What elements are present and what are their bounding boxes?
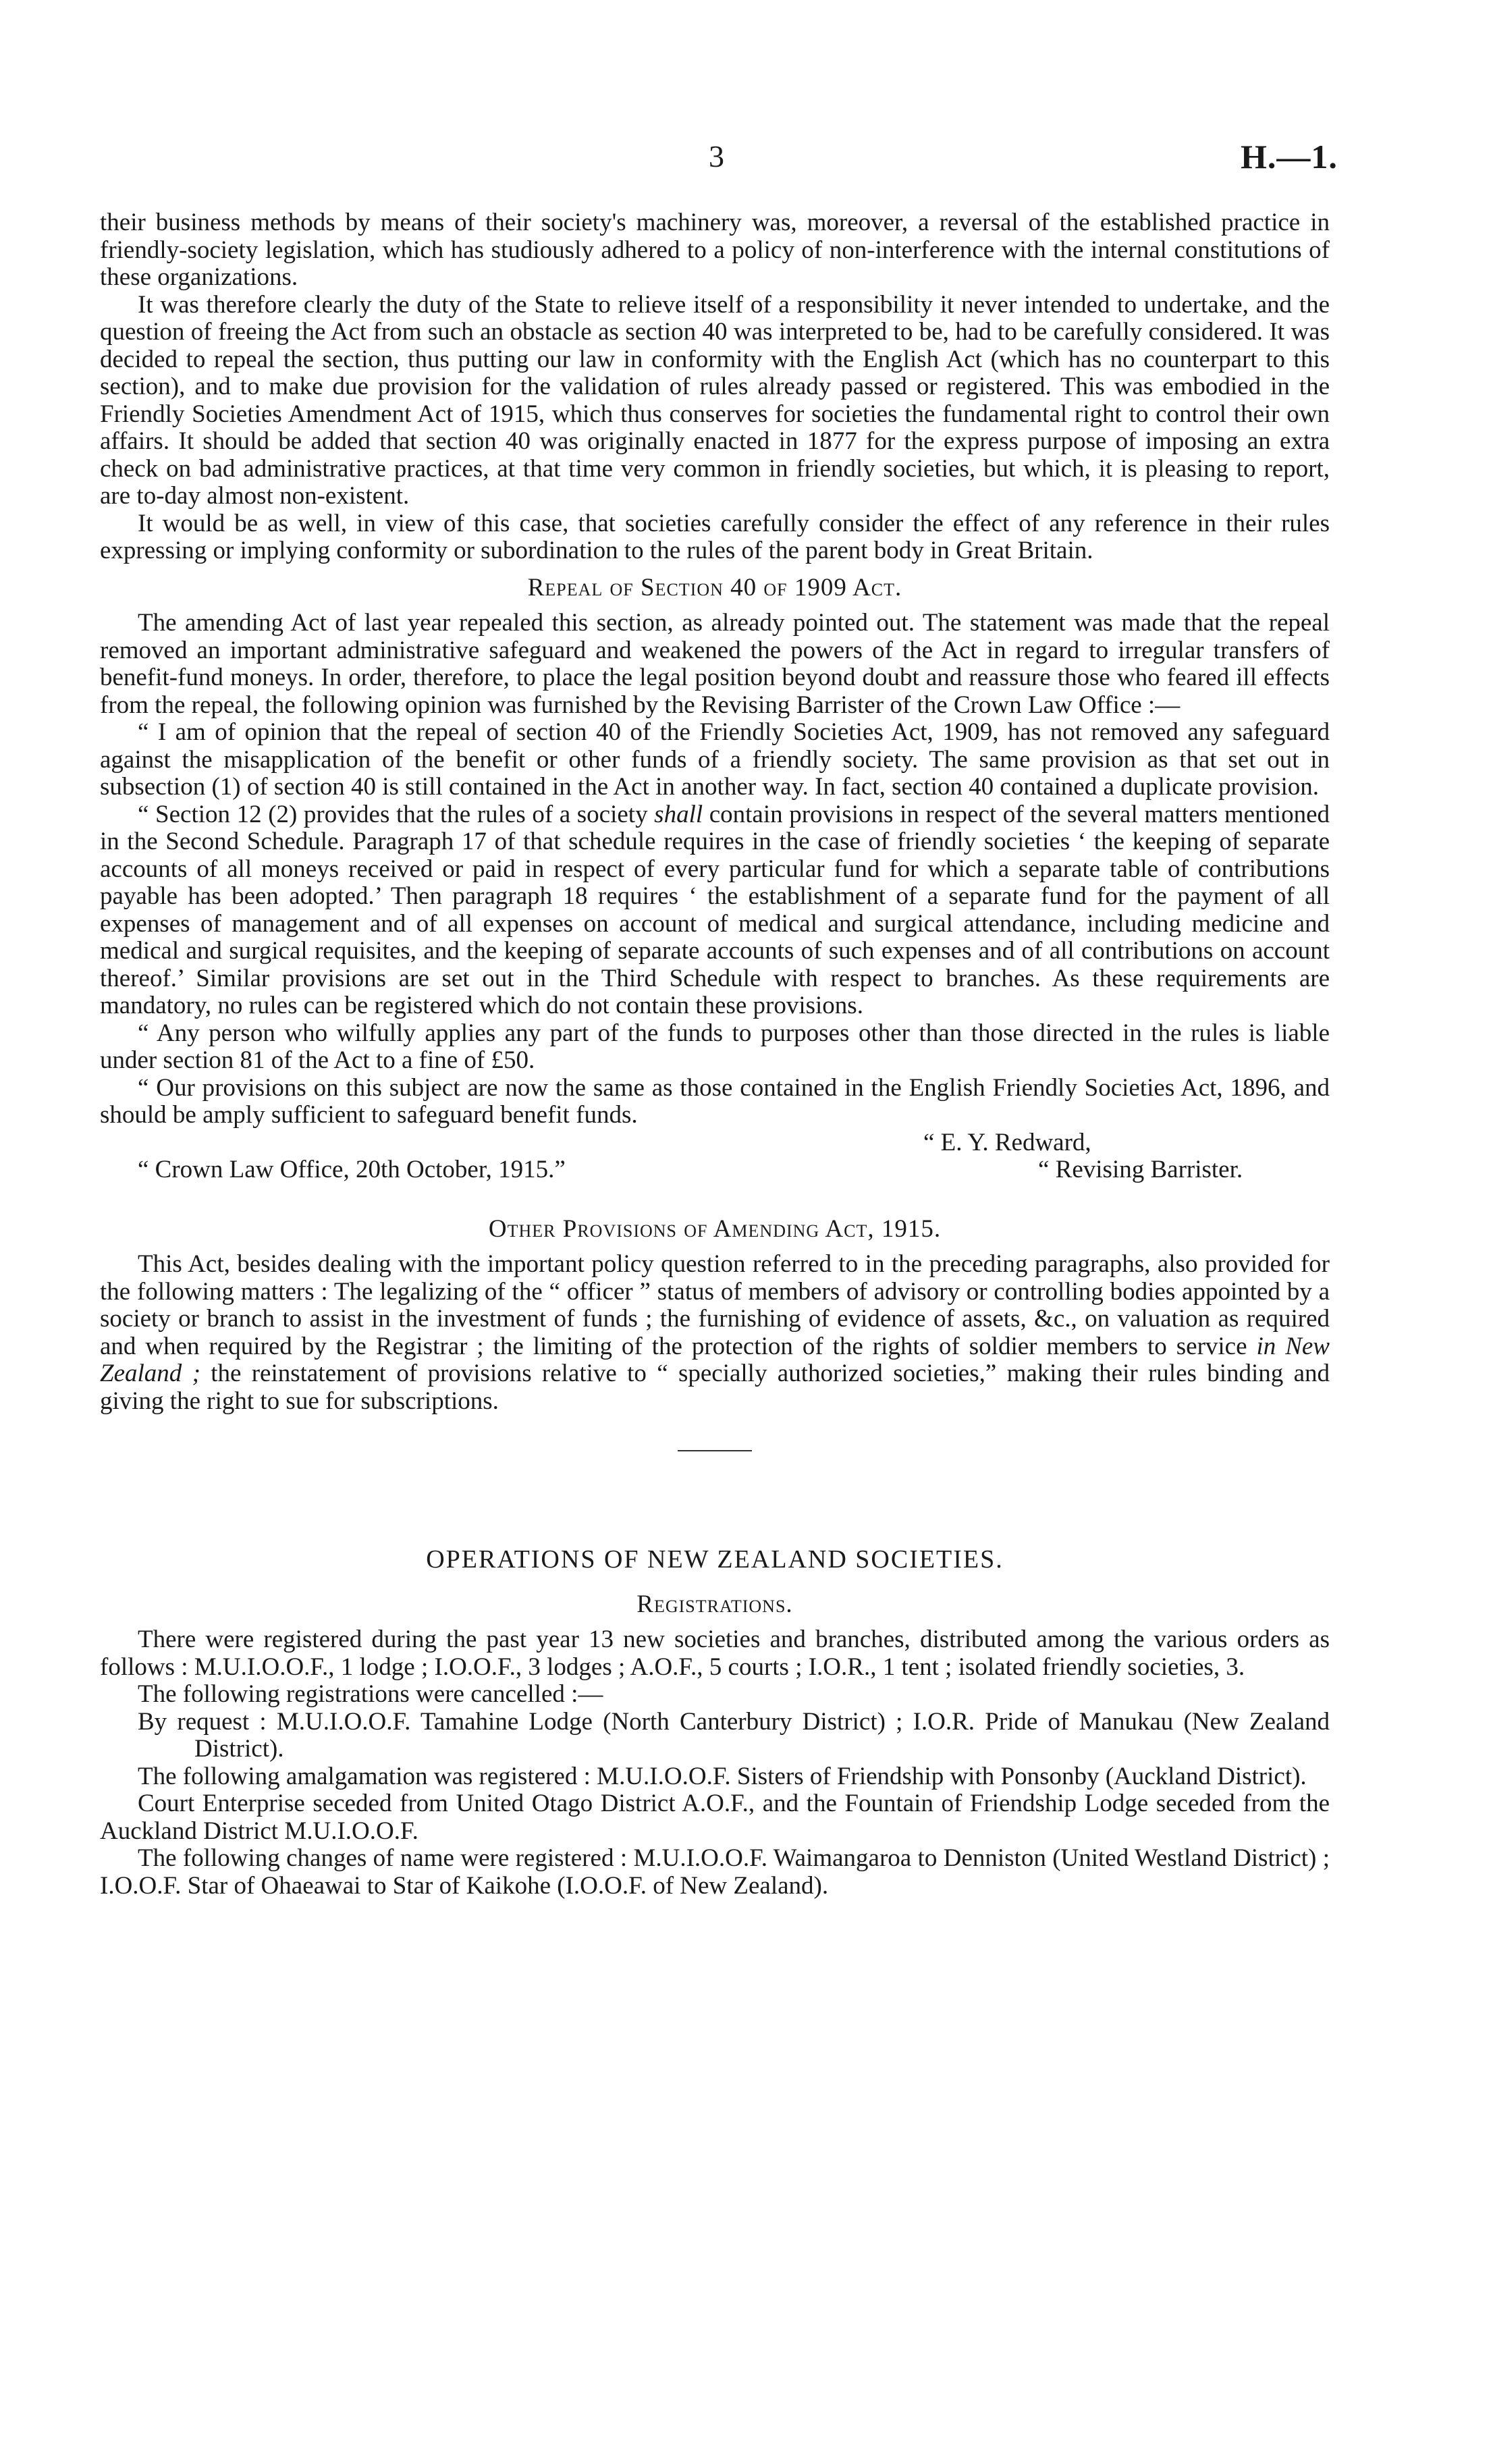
signature-title: “ Revising Barrister. (1038, 1155, 1243, 1183)
paragraph: The following registrations were cancelled :— (138, 1680, 603, 1708)
section-heading-registrations: Registrations. (636, 1590, 793, 1618)
paragraph (100, 1251, 1330, 1415)
signature-name: “ E. Y. Redward, (923, 1128, 1091, 1156)
paragraph: There were registered during the past year 13 new societies and branches, distributed among the various orders as follows : M.U.I.O.O.F., 1 lodge ; I.O.O.F., 3 lodges ; A.O.F., 5 courts ; I.O.R., 1 tent ; isolated friendly societies, 3. (100, 1626, 1330, 1681)
text-run: contain provisions in respect of the several matters mentioned in the Second Schedule. Paragraph 17 of that schedule requires in the case of friendly societies ‘ the keeping of separate accounts of all moneys received or paid in respect of every particular fund for which a separate table of contributions payable has been adopted.’ Then paragraph 18 requires ‘ the establishment of a separate fund for the payment of all expenses of management and of all expenses on account of medical and surgical attendance, including medicine and medical and surgical requisites, and the keeping of separate accounts of such expenses and of all contributions on account thereof.’ Similar provisions are set out in the Third Schedule with respect to branches. As these requirements are mandatory, no rules can be registered which do not contain these provisions. (100, 800, 1330, 1019)
quoted-paragraph: “ Our provisions on this subject are now the same as those contained in the English Friendly Societies Act, 1896, and should be amply sufficient to safeguard benefit funds. (100, 1073, 1330, 1129)
paragraph: The following amalgamation was registered : M.U.I.O.O.F. Sisters of Friendship with Ponsonby (Auckland District). (138, 1762, 1307, 1790)
signature-place-row (100, 1156, 1330, 1183)
quoted-paragraph (100, 801, 1330, 1020)
quoted-paragraph: “ Any person who wilfully applies any part of the funds to purposes other than those directed in the rules is liable under section 81 of the Act to a fine of £50. (100, 1019, 1330, 1074)
document-reference: H.—1. (1241, 138, 1338, 176)
paragraph: It was therefore clearly the duty of the State to relieve itself of a responsibility it never intended to undertake, and the question of freeing the Act from such an obstacle as section 40 was interpreted to be, had to be carefully considered. It was decided to repeal the section, thus putting our law in conformity with the English Act (which has no counterpart to this section), and to make due provision for the validation of rules already passed or registered. This was embodied in the Friendly Societies Amendment Act of 1915, which thus conserves for societies the fundamental right to control their own affairs. It should be added that section 40 was originally enacted in 1877 for the express purpose of imposing an extra check on bad administrative practices, at that time very common in friendly societies, but which, it is pleasing to report, are to-day almost non-existent. (100, 290, 1330, 510)
paragraph: It would be as well, in view of this case, that societies carefully consider the effect of any reference in their rules expressing or implying conformity or subordination to the rules of the parent body in Great Britain. (100, 509, 1330, 564)
main-heading: OPERATIONS OF NEW ZEALAND SOCIETIES. (426, 1545, 1004, 1574)
paragraph: The following changes of name were registered : M.U.I.O.O.F. Waimangaroa to Denniston (United Westland District) ; I.O.O.F. Star of Ohaeawai to Star of Kaikohe (I.O.O.F. of New Zealand). (100, 1844, 1330, 1900)
text-run: “ Section 12 (2) provides that the rules of a society (138, 800, 655, 828)
page-number: 3 (709, 139, 724, 173)
paragraph: The amending Act of last year repealed this section, as already pointed out. The statement was made that the repeal removed an important administrative safeguard and weakened the powers of the Act in regard to irregular transfers of benefit-fund moneys. In order, therefore, to place the legal position beyond doubt and reassure those who feared ill effects from the repeal, the following opinion was furnished by the Revising Barrister of the Crown Law Office :— (100, 609, 1330, 719)
signature-name-row (100, 1129, 1330, 1156)
section-heading-repeal: Repeal of Section 40 of 1909 Act. (527, 573, 902, 601)
section-divider (678, 1450, 752, 1451)
signature-place: “ Crown Law Office, 20th October, 1915.” (138, 1155, 566, 1183)
text-run: the reinstatement of provisions relative to “ specially authorized societies,” making their rules binding and giving the right to sue for subscriptions. (100, 1360, 1330, 1415)
text-run: This Act, besides dealing with the important policy question referred to in the preceding paragraphs, also provided for the following matters : The legalizing of the “ officer ” status of members of advisory or controlling bodies appointed by a society or branch to assist in the investment of funds ; the furnishing of evidence of assets, &c., on valuation as required and when required by the Registrar ; the limiting of the protection of the rights of soldier members to service (100, 1250, 1330, 1360)
paragraph: their business methods by means of their society's machinery was, moreover, a reversal of the established practice in friendly-society legislation, which has studiously adhered to a policy of non-interference with the internal constitutions of these organizations. (100, 209, 1330, 291)
paragraph: Court Enterprise seceded from United Otago District A.O.F., and the Fountain of Friendship Lodge seceded from the Auckland District M.U.I.O.O.F. (100, 1790, 1330, 1845)
body-text (100, 209, 1330, 1900)
quoted-paragraph: “ I am of opinion that the repeal of section 40 of the Friendly Societies Act, 1909, has not removed any safeguard against the misapplication of the benefit or other funds of a friendly society. The same provision as that set out in subsection (1) of section 40 is still contained in the Act in another way. In fact, section 40 contained a duplicate provision. (100, 718, 1330, 801)
section-heading-other-provisions: Other Provisions of Amending Act, 1915. (488, 1214, 942, 1243)
indented-paragraph: By request : M.U.I.O.O.F. Tamahine Lodge (North Canterbury District) ; I.O.R. Pride of Manukau (New Zealand District). (138, 1707, 1330, 1763)
emphasis: in New Zealand ; (100, 1332, 1330, 1387)
emphasis: shall (654, 800, 703, 828)
